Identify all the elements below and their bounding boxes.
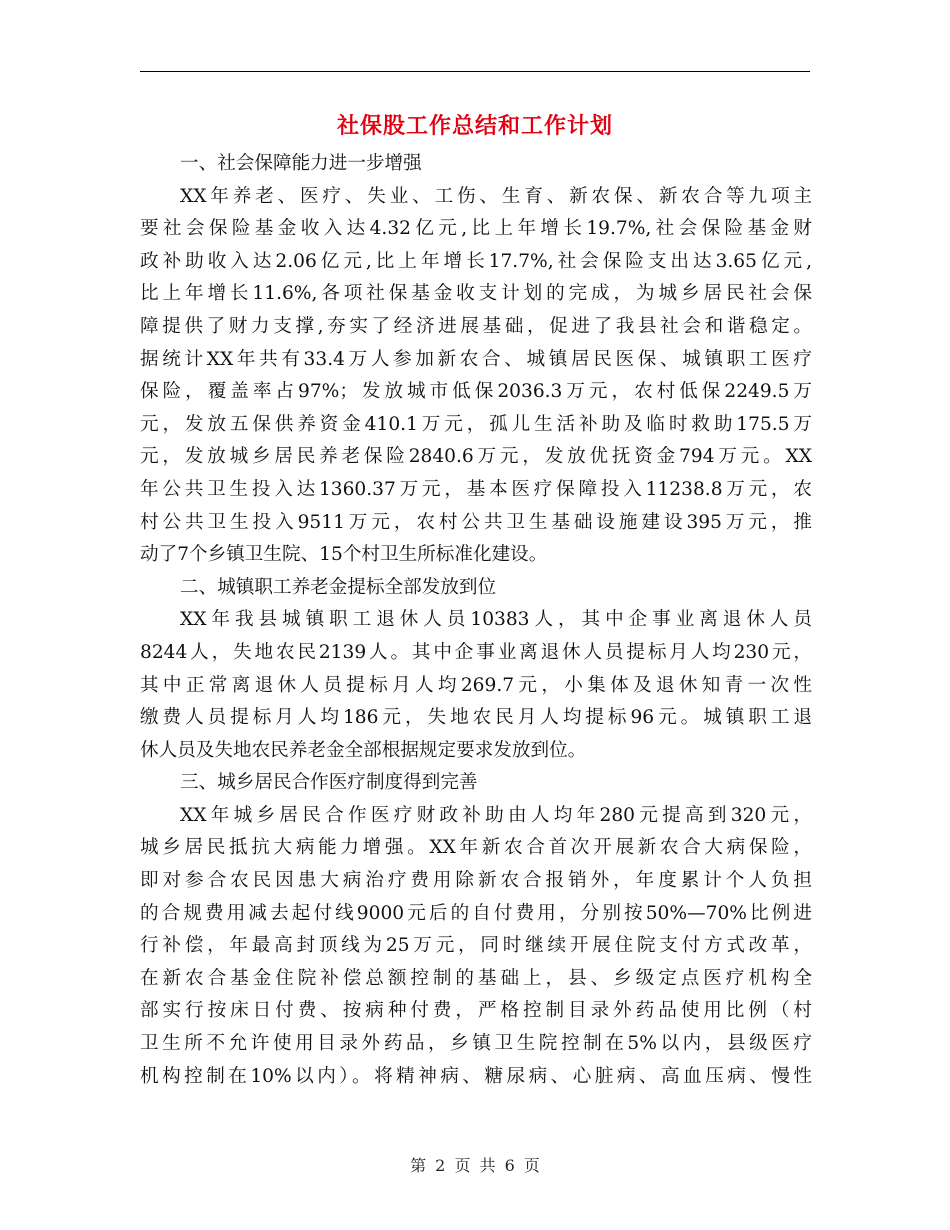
section-heading: 一、社会保障能力进一步增强 [180,153,422,174]
paragraph-line: 村公共卫生投入9511万元，农村公共卫生基础设施建设395万元，推 [140,511,812,533]
paragraph-line: 障提供了财力支撑,夯实了经济进展基础，促进了我县社会和谐稳定。 [140,315,812,337]
paragraph-line: 的合规费用减去起付线9000元后的自付费用，分别按50%—70%比例进 [140,902,812,924]
paragraph-line: 卫生所不允许使用目录外药品，乡镇卫生院控制在5%以内，县级医疗 [140,1033,812,1055]
paragraph-line: 保险，覆盖率占97%；发放城市低保2036.3万元，农村低保2249.5万 [140,381,812,403]
paragraph-line: 行补偿，年最高封顶线为25万元，同时继续开展住院支付方式改革， [140,935,812,957]
section-heading: 二、城镇职工养老金提标全部发放到位 [180,576,497,598]
header-rule [140,71,810,72]
paragraph-line: 休人员及失地农民养老金全部根据规定要求发放到位。 [140,739,587,761]
paragraph-line: 即对参合农民因患大病治疗费用除新农合报销外，年度累计个人负担 [140,870,812,892]
paragraph-line: 元，发放城乡居民养老保险2840.6万元，发放优抚资金794万元。XX [140,446,812,468]
paragraph-line: 部实行按床日付费、按病种付费，严格控制目录外药品使用比例（村 [140,1000,812,1022]
paragraph-line: 在新农合基金住院补偿总额控制的基础上，县、乡级定点医疗机构全 [140,967,812,989]
paragraph-line: XX年城乡居民合作医疗财政补助由人均年280元提高到320元， [180,804,812,826]
paragraph-line: 据统计XX年共有33.4万人参加新农合、城镇居民医保、城镇职工医疗 [140,348,812,370]
paragraph-line: 机构控制在10%以内）。将精神病、糖尿病、心脏病、高血压病、慢性 [140,1065,812,1087]
paragraph-line: 比上年增长11.6%,各项社保基金收支计划的完成，为城乡居民社会保 [140,283,812,305]
section-heading: 三、城乡居民合作医疗制度得到完善 [180,772,478,794]
paragraph-line: 城乡居民抵抗大病能力增强。XX年新农合首次开展新农合大病保险， [140,837,812,859]
paragraph-line: 年公共卫生投入达1360.37万元，基本医疗保障投入11238.8万元，农 [140,478,812,500]
paragraph-line: 要社会保险基金收入达4.32亿元,比上年增长19.7%,社会保险基金财 [140,218,812,240]
page-footer: 第 2 页 共 6 页 [410,1156,540,1175]
paragraph-line: 动了7个乡镇卫生院、15个村卫生所标准化建设。 [140,544,548,566]
document-title: 社保股工作总结和工作计划 [336,113,613,139]
paragraph-line: 其中正常离退休人员提标月人均269.7元，小集体及退休知青一次性 [140,674,812,696]
paragraph-line: XX年我县城镇职工退休人员10383人，其中企事业离退休人员 [180,609,812,631]
document-body [140,148,812,1093]
paragraph-line: 政补助收入达2.06亿元,比上年增长17.7%,社会保险支出达3.65亿元, [140,250,812,272]
paragraph-line: 缴费人员提标月人均186元，失地农民月人均提标96元。城镇职工退 [140,707,812,729]
paragraph-line: XX年养老、医疗、失业、工伤、生育、新农保、新农合等九项主 [180,185,812,207]
paragraph-line: 8244人，失地农民2139人。其中企事业离退休人员提标月人均230元， [140,641,812,663]
paragraph-line: 元，发放五保供养资金410.1万元，孤儿生活补助及临时救助175.5万 [140,413,812,435]
